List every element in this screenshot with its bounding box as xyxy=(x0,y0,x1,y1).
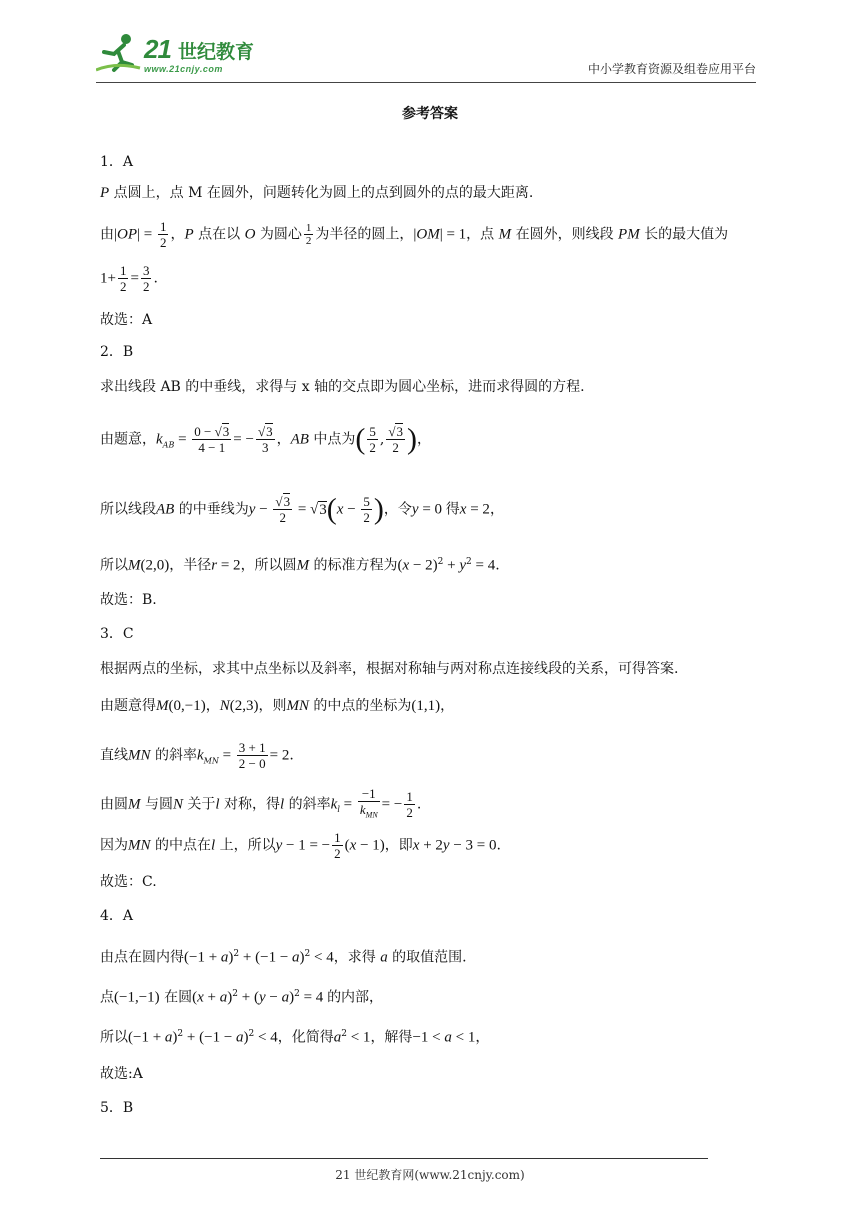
logo-url: www.21cnjy.com xyxy=(144,64,223,74)
q3-line1: 根据两点的坐标，求其中点坐标以及斜率，根据对称轴与两对称点连接线段的关系，可得答案. xyxy=(100,661,679,677)
page-header xyxy=(96,28,756,83)
footer-divider xyxy=(100,1158,708,1159)
logo-text: 世纪教育 xyxy=(178,41,255,63)
header-platform-name: 中小学教育资源及组卷应用平台 xyxy=(587,62,756,76)
q5-answer: 5．B xyxy=(100,1100,134,1116)
q3-line2: 由题意得M(0,−1)，N(2,3)，则MN 的中点的坐标为(1,1)， xyxy=(100,698,455,714)
q3-answer: 3．C xyxy=(100,626,134,642)
q2-line2: 由题意，$k_{AB}$ = $\frac{0 - √3}{4 - 1}$ = − $\frac{√3}{3}$ ，AB 中点为( $\frac{5}{2}$ , $\frac{√3}{2}$ )， xyxy=(100,422,431,456)
q2-line3: 所以线段AB 的中垂线为y − $\frac{√3}{2}$ = √3(x − $\frac{5}{2}$ )，令y = 0 得x = 2， xyxy=(100,492,504,526)
runner-logo-icon xyxy=(96,32,142,74)
q1-line2: 由|OP| = $\frac{1}{2}$ ，P 点在以 O 为圆心 $\frac{1}{2}$ 为半径的圆上，|OM| = 1，点 M 在圆外，则线段 PM 长的最大值为 xyxy=(100,219,729,250)
q1-result: 故选：A xyxy=(100,312,153,328)
q2-line1: 求出线段 AB 的中垂线，求得与 x 轴的交点即为圆心坐标，进而求得圆的方程. xyxy=(100,379,585,395)
q4-line3: 所以$(-1 + a)^2 + (-1 - a)^2 < 4$，化简得$a^2 < 1$，解得−1 < a < 1， xyxy=(100,1029,490,1046)
q3-line4: 由圆M 与圆N 关于l 对称，得l 的斜率$k_l$ = $\frac{-1}{k_{MN}}$ = − $\frac{1}{2}$ . xyxy=(100,786,422,820)
q4-answer: 4．A xyxy=(100,908,134,924)
q3-result: 故选：C. xyxy=(100,874,157,890)
q4-result: 故选:A xyxy=(100,1066,143,1082)
q2-line4: 所以M(2,0)，半径r = 2，所以圆M 的标准方程为$(x - 2)^2 + y^2 = 4$. xyxy=(100,557,500,574)
q2-answer: 2．B xyxy=(100,344,134,360)
q4-line1: 由点在圆内得$(-1 + a)^2 + (-1 - a)^2 < 4$，求得 a 的取值范围. xyxy=(100,949,467,966)
q1-line1: P 点圆上，点 M 在圆外，问题转化为圆上的点到圆外的点的最大距离. xyxy=(100,185,534,201)
q3-line3: 直线MN 的斜率$k_{MN}$ = $\frac{3 + 1}{2 - 0}$ = 2. xyxy=(100,740,294,771)
q4-line2: 点(−1,−1) 在圆$(x + a)^2 + (y - a)^2 = 4$ 的内部， xyxy=(100,989,384,1006)
q2-result: 故选：B. xyxy=(100,592,157,608)
q1-line3: 1+ $\frac{1}{2}$ = $\frac{3}{2}$ . xyxy=(100,263,158,294)
page-footer: 21 世纪教育网(www.21cnjy.com) xyxy=(335,1168,525,1182)
logo-number: 21 xyxy=(144,34,171,64)
site-logo xyxy=(96,32,266,76)
q1-answer: 1．A xyxy=(100,154,134,170)
q3-line5: 因为MN 的中点在l 上，所以y − 1 = − $\frac{1}{2}$ (x − 1)，即x + 2y − 3 = 0. xyxy=(100,830,501,861)
page-title: 参考答案 xyxy=(402,106,458,122)
